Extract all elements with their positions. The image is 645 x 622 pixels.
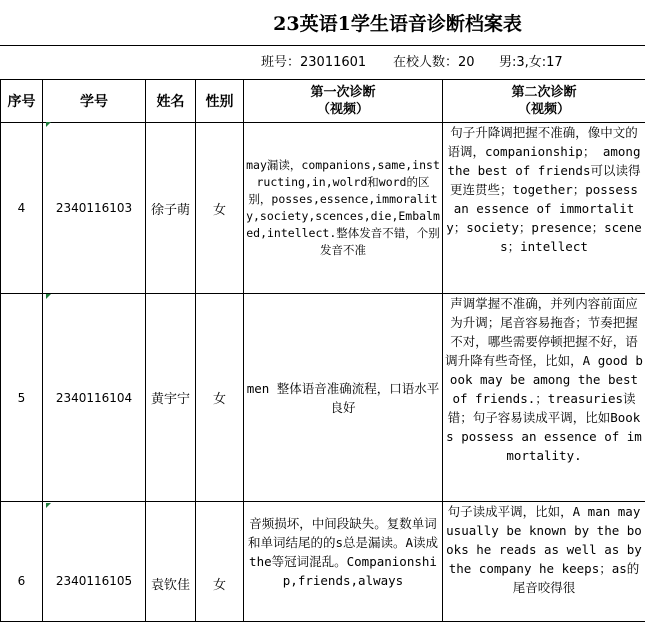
header-diagnosis-1-title: 第一次诊断: [244, 84, 442, 101]
cell-index[interactable]: 4: [1, 123, 43, 294]
cell-diagnosis-1[interactable]: 音频损坏，中间段缺失。复数单词和单词结尾的的s总是漏读。A读成the等冠词混乱。Companionship,friends,always: [244, 502, 443, 622]
cell-index[interactable]: 5: [1, 294, 43, 502]
comment-marker-icon: [46, 122, 51, 127]
cell-student-id[interactable]: 2340116105: [43, 502, 146, 622]
cell-diagnosis-2[interactable]: 声调掌握不准确，并列内容前面应为升调；尾音容易拖沓；节奏把握不对，哪些需要停顿把握不好，语调升降有些奇怪，比如，A good book may be among the best of friends.；treasuries读错；句子容易读成平调，比如Books possess an essence of immortality.: [443, 294, 645, 502]
cell-name[interactable]: 袁钦佳: [146, 502, 196, 622]
header-diagnosis-2-title: 第二次诊断: [443, 84, 645, 101]
class-number: 班号：23011601: [261, 48, 366, 78]
cell-name[interactable]: 黄宇宁: [146, 294, 196, 502]
title-divider: [0, 45, 645, 46]
cell-gender[interactable]: 女: [196, 123, 244, 294]
table-row: [1, 502, 645, 622]
header-name[interactable]: 姓名: [146, 80, 196, 123]
comment-marker-icon: [46, 503, 51, 508]
cell-diagnosis-2[interactable]: 句子升降调把握不准确，像中文的语调，companionship； among the best of friends可以读得更连贯些；together；possess an essence of immortality；society；presence；scenes；intellect: [443, 123, 645, 294]
cell-student-id[interactable]: 2340116104: [43, 294, 146, 502]
cell-name[interactable]: 徐子萌: [146, 123, 196, 294]
header-diagnosis-1-sub: （视频）: [244, 101, 442, 118]
header-student-id[interactable]: 学号: [43, 80, 146, 123]
cell-index[interactable]: 6: [1, 502, 43, 622]
cell-diagnosis-2[interactable]: 句子读成平调，比如，A man may usually be known by the books he reads as well as by the company he keeps；as的尾音咬得很: [443, 502, 645, 622]
cell-student-id[interactable]: 2340116103: [43, 123, 146, 294]
comment-marker-icon: [46, 294, 51, 299]
header-index[interactable]: 序号: [1, 80, 43, 123]
table-row: [1, 294, 645, 502]
header-diagnosis-2-sub: （视频）: [443, 101, 645, 118]
header-row: [1, 80, 645, 123]
diagnosis-table: [0, 79, 645, 622]
header-diagnosis-1[interactable]: [244, 80, 443, 123]
sheet-title: 23英语1学生语音诊断档案表: [0, 4, 645, 44]
header-diagnosis-2[interactable]: [443, 80, 645, 123]
class-info-bar: [0, 48, 645, 78]
cell-diagnosis-1[interactable]: may漏读，companions,same,instructing,in,wolrd和word的区别，posses,essence,immorality,society,scences,die,Embalmed,intellect.整体发音不错，个别发音不准: [244, 123, 443, 294]
cell-gender[interactable]: 女: [196, 502, 244, 622]
gender-ratio: 男:3,女:17: [499, 48, 563, 78]
cell-diagnosis-1[interactable]: men 整体语音准确流程，口语水平良好: [244, 294, 443, 502]
enrolled-count: 在校人数：20: [393, 48, 475, 78]
table-row: [1, 123, 645, 294]
header-gender[interactable]: 性别: [196, 80, 244, 123]
cell-gender[interactable]: 女: [196, 294, 244, 502]
